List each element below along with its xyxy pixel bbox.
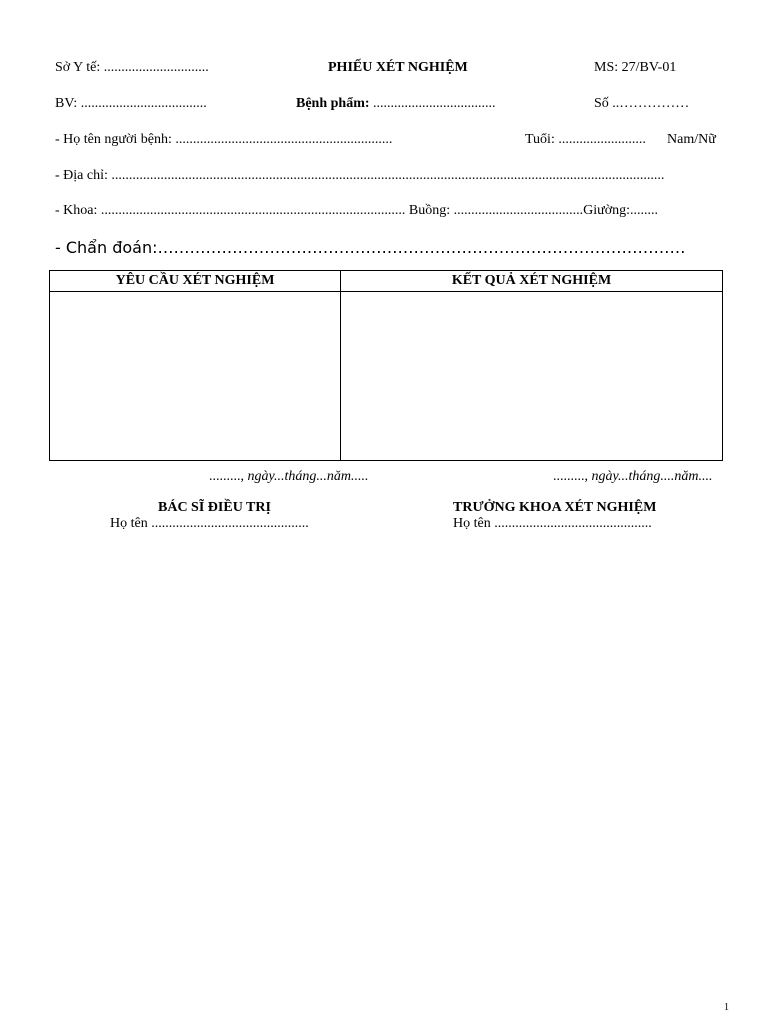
age-field: Tuổi: ......................... bbox=[525, 132, 646, 147]
lab-head-name-field: Họ tên ............................................. bbox=[453, 516, 652, 531]
table-header-row bbox=[50, 271, 723, 292]
table-body-row bbox=[50, 292, 723, 461]
diagnosis-field: - Chẩn đoán:……………………………………………………………………………………… bbox=[55, 238, 686, 257]
gender-field: Nam/Nữ bbox=[667, 132, 716, 147]
test-result-header: KẾT QUẢ XÉT NGHIỆM bbox=[341, 271, 723, 292]
test-table bbox=[49, 270, 723, 461]
page-number: 1 bbox=[724, 1002, 729, 1013]
form-code: MS: 27/BV-01 bbox=[594, 60, 677, 75]
date-line-left: ........., ngày...tháng...năm..... bbox=[209, 469, 369, 484]
so-y-te-field: Sở Y tế: .............................. bbox=[55, 60, 209, 75]
benh-pham-dots: ................................... bbox=[369, 96, 496, 111]
benh-pham-field bbox=[296, 96, 496, 112]
form-title: PHIẾU XÉT NGHIỆM bbox=[328, 60, 468, 75]
address-field: - Địa chỉ: .............................................................................................................................................................. bbox=[55, 168, 665, 183]
test-result-cell bbox=[341, 292, 723, 461]
bv-field: BV: .................................... bbox=[55, 96, 207, 111]
doctor-name-field: Họ tên ............................................. bbox=[110, 516, 309, 531]
test-request-cell bbox=[50, 292, 341, 461]
test-request-header: YÊU CẦU XÉT NGHIỆM bbox=[50, 271, 341, 292]
doctor-title: BÁC SĨ ĐIỀU TRỊ bbox=[158, 500, 271, 515]
lab-head-title: TRƯỞNG KHOA XÉT NGHIỆM bbox=[453, 500, 657, 515]
date-line-right: ........., ngày...tháng....năm.... bbox=[553, 469, 713, 484]
department-field: - Khoa: ....................................................................................... Buồng: .....................................Giường:........ bbox=[55, 203, 658, 218]
so-field: Số ..…………… bbox=[594, 96, 690, 111]
benh-pham-label: Bệnh phẩm: bbox=[296, 96, 370, 111]
patient-name-field: - Họ tên người bệnh: .............................................................. bbox=[55, 132, 393, 147]
